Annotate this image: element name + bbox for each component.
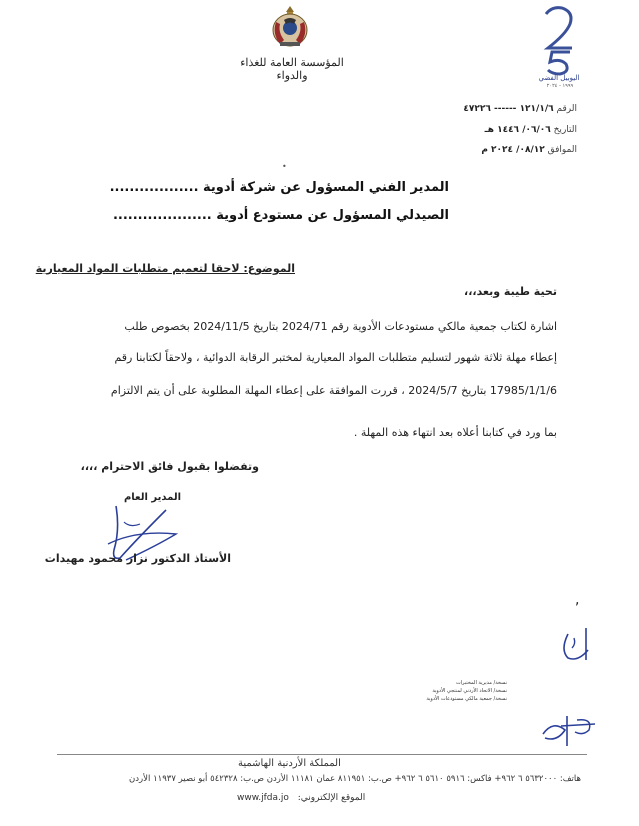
dot-mark-icon: • xyxy=(282,162,287,171)
subject-line: الموضوع: لاحقا لتعميم متطلبات المواد المعيارية xyxy=(35,262,295,275)
cc-item: نسخة/ جمعية مالكي مستودعات الأدوية xyxy=(426,696,507,702)
addressee-line: الصيدلي المسؤول عن مستودع أدوية .................... xyxy=(112,208,449,223)
closing-line: وتفضلوا بقبول فائق الاحترام ،،،، xyxy=(80,460,259,473)
body-line: إعطاء مهلة ثلاثة شهور لتسليم متطلبات المواد المعيارية لمختبر الرقابة الدوائية ، ولاحقاً لكتابنا رقم xyxy=(114,351,557,364)
gregorian-date-value: ٠٨/١٢/ ٢٠٢٤ م xyxy=(481,145,545,155)
anniversary-text: اليوبيل الفضي xyxy=(538,74,580,82)
gregorian-date-label: الموافق xyxy=(547,145,577,155)
silver-jubilee-logo-icon xyxy=(538,6,582,76)
footer-contact: هاتف: ٥٦٣٢٠٠٠ ٦ ٩٦٢+ فاكس: ٥٩١٦ ٥٦١٠ ٦ ٩٦٢+ ص.ب: ٨١١٩٥١ عمان ١١١٨١ الأردن ص.ب: ٥٤٢٣٢٨ أبو نصير ١١٩٣٧ الأردن xyxy=(129,774,581,784)
hijri-date xyxy=(485,125,577,135)
footer-divider xyxy=(57,754,587,755)
cc-item: نسخة/ الاتحاد الأردني لمنتجي الأدوية xyxy=(432,688,507,694)
anniversary-years: ١٩٩٩ - ٢٠٢٤ xyxy=(546,83,574,89)
body-line: 17985/1/1/6 بتاريخ 2024/5/7 ، قررت الموافقة على إعطاء المهلة المطلوبة على أن يتم الالتزام xyxy=(110,384,557,397)
footer-country: المملكة الأردنية الهاشمية xyxy=(238,758,341,769)
footer-website-label: الموقع الإلكتروني: xyxy=(297,793,366,803)
cc-item: نسخة/ مديرية المختبرات xyxy=(455,680,507,686)
footer-website xyxy=(237,793,365,803)
signatory-title: المدير العام xyxy=(123,492,181,503)
reference-number-value: ١٢١/١/٦ ------ ٤٧٢٢٦ xyxy=(463,104,554,114)
hijri-date-label: التاريخ xyxy=(553,125,577,135)
reference-number-label: الرقم xyxy=(556,104,577,114)
body-line: اشارة لكتاب جمعية مالكي مستودعات الأدوية رقم 2024/71 بتاريخ 2024/11/5 بخصوص طلب xyxy=(124,320,557,333)
organization-name: المؤسسة العامة للغذاء والدواء xyxy=(240,56,344,82)
greeting: تحية طيبة وبعد،،، xyxy=(464,285,557,298)
hijri-date-value: ٠٦/٠٦/ ١٤٤٦ هـ xyxy=(484,125,551,135)
handwritten-initials-icon xyxy=(537,712,601,748)
body-line: بما ورد في كتابنا أعلاه بعد انتهاء هذه المهلة . xyxy=(353,426,557,439)
signatory-name: الأستاذ الدكتور نزار محمود مهيدات xyxy=(44,552,231,565)
addressee-line: المدير الفني المسؤول عن شركة أدوية .................. xyxy=(109,180,449,195)
reference-number xyxy=(463,104,577,114)
handwritten-mark-icon: , xyxy=(575,592,580,608)
handwritten-initial-icon xyxy=(556,620,600,666)
jordan-crest-icon xyxy=(268,4,312,50)
gregorian-date xyxy=(481,145,577,155)
footer-website-url[interactable]: www.jfda.jo xyxy=(237,793,289,803)
